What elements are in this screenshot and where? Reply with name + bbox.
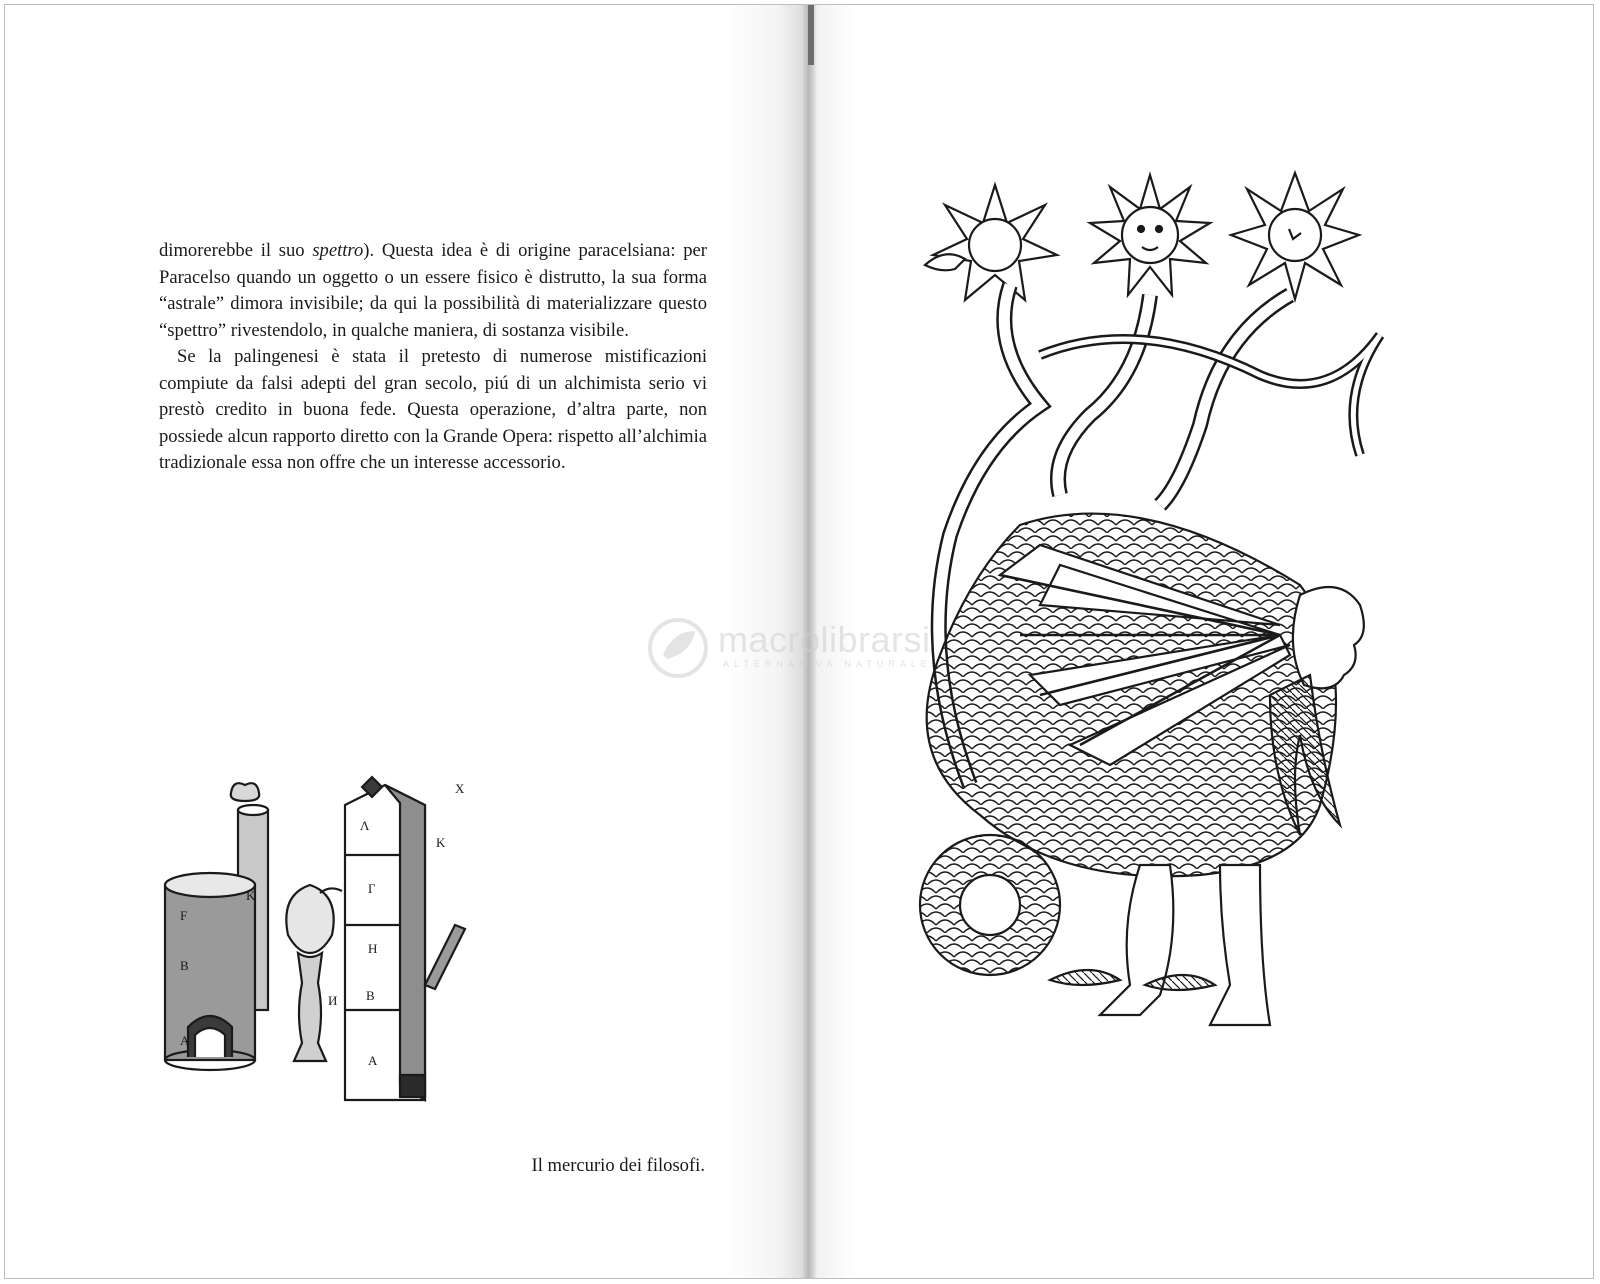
furnace-letter-f: F (180, 908, 188, 923)
body-text (159, 238, 707, 477)
alchemical-furnace-illustration (160, 775, 490, 1105)
paragraph-2: Se la palingenesi è stata il pretesto di numerose mistificazioni compiute da falsi adepti del gran secolo, piú di un alchimista serio vi prestò credito in buona fede. Questa operazione, d’altra parte, non possiede alcun rapporto diretto con la Grande Opera: rispetto all’alchimia tradizionale essa non offre che un interesse accessorio. (159, 346, 707, 473)
paragraph-1-start: dimorerebbe il suo (159, 240, 313, 261)
book-spread (4, 4, 1594, 1279)
tower-letter-lambda: Λ (360, 818, 370, 833)
tower-letter-b: B (366, 988, 375, 1003)
three-headed-dragon-icon (900, 165, 1445, 1110)
watermark-tagline: ALTERNATIVA NATURALE (723, 659, 932, 669)
tower-letter-gamma: Γ (368, 881, 376, 896)
watermark-brand: macrolibrarsi (718, 619, 931, 660)
tower-letter-h: H (368, 941, 378, 956)
corner-letter-k: K (436, 835, 446, 850)
figure-caption: Il mercurio dei filosofi. (531, 1155, 705, 1176)
watermark-leaf-icon (645, 615, 711, 681)
gutter-shadow (808, 5, 814, 65)
tower-letter-a: A (368, 1053, 378, 1068)
paragraph-1-end: ). Questa idea è di origine paracelsiana: per Paracelso quando un oggetto o un essere fisico è distrutto, la sua forma “astrale” dimora invisibile; da qui la possibilità di materializzare questo “spettro” rivestendolo, in qualche maniera, di sostanza visibile. (159, 240, 707, 341)
pedestal-letter-i: И (328, 993, 338, 1008)
watermark (645, 615, 965, 685)
furnace-letter-b: B (180, 958, 189, 973)
paragraph-1 (159, 238, 707, 344)
paragraph-1-italic: spettro (312, 240, 364, 261)
furnace-letter-a: A (180, 1033, 190, 1048)
corner-letter-x: X (455, 781, 465, 796)
chimney-letter-k: K (246, 888, 256, 903)
